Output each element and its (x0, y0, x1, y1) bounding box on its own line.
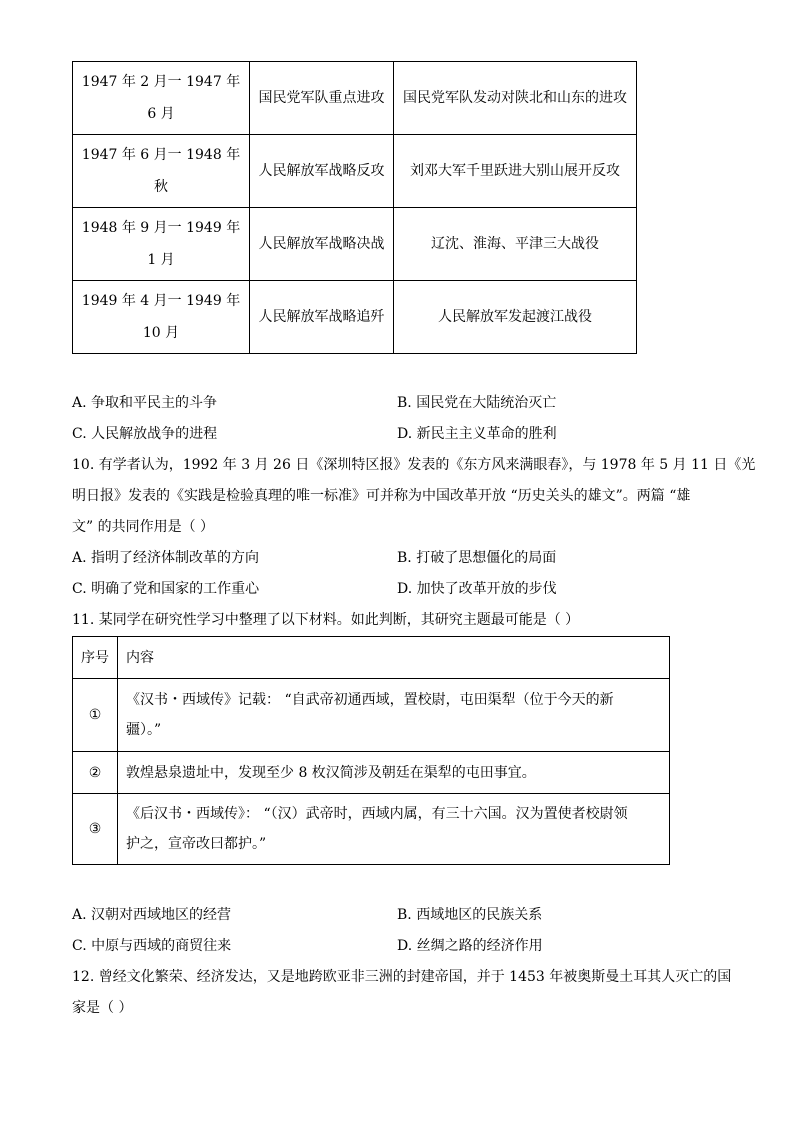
question-10-line-1: 10. 有学者认为，1992 年 3 月 26 日《深圳特区报》发表的《东方风来满眼春》，与 1978 年 5 月 11 日《光 (72, 457, 756, 473)
row-content: 敦煌悬泉遗址中，发现至少 8 枚汉简涉及朝廷在渠犁的屯田事宜。 (118, 752, 670, 794)
option-d: D. 新民主主义革命的胜利 (397, 426, 557, 442)
row-content-line: 《后汉书・西域传》： “（汉）武帝时，西域内属，有三十六国。汉为置使者校尉领 (126, 806, 628, 822)
table-row (73, 281, 637, 354)
table-row (73, 208, 637, 281)
table-cell-date: 1948 年 9 月一 1949 年 1 月 (73, 208, 250, 281)
table-row (73, 794, 670, 865)
option-c: C. 人民解放战争的进程 (72, 426, 218, 442)
option-b: B. 国民党在大陆统治灭亡 (397, 395, 557, 411)
question-10-line-2: 明日报》发表的《实践是检验真理的唯一标准》可并称为中国改革开放 “历史关头的雄文”。两篇 “雄 (72, 488, 691, 504)
row-content (118, 794, 670, 865)
table-row (73, 135, 637, 208)
materials-table (72, 636, 670, 865)
question-12-line-2: 家是（ ） (72, 1000, 133, 1016)
table-cell-phase: 国民党军队重点进攻 (250, 62, 394, 135)
header-index: 序号 (73, 637, 118, 679)
header-content: 内容 (118, 637, 670, 679)
table-cell-event: 辽沈、淮海、平津三大战役 (394, 208, 637, 281)
option-b: B. 打破了思想僵化的局面 (397, 550, 557, 566)
table-row (73, 679, 670, 752)
table-row (73, 752, 670, 794)
row-content-line: 《汉书・西域传》记载： “自武帝初通西域，置校尉，屯田渠犁（位于今天的新 (126, 692, 614, 708)
row-index: ① (73, 679, 118, 752)
option-a: A. 指明了经济体制改革的方向 (72, 550, 260, 566)
table-cell-phase: 人民解放军战略追歼 (250, 281, 394, 354)
table-cell-date: 1949 年 4 月一 1949 年 10 月 (73, 281, 250, 354)
option-d: D. 加快了改革开放的步伐 (397, 581, 557, 597)
question-12-line-1: 12. 曾经文化繁荣、经济发达，又是地跨欧亚非三洲的封建帝国，并于 1453 年被奥斯曼土耳其人灭亡的国 (72, 969, 732, 985)
table-header-row (73, 637, 670, 679)
option-a: A. 汉朝对西域地区的经营 (72, 907, 232, 923)
table-cell-event: 国民党军队发动对陕北和山东的进攻 (394, 62, 637, 135)
option-b: B. 西域地区的民族关系 (397, 907, 543, 923)
row-content (118, 679, 670, 752)
table-cell-date: 1947 年 2 月一 1947 年 6 月 (73, 62, 250, 135)
option-c: C. 中原与西域的商贸往来 (72, 938, 232, 954)
option-a: A. 争取和平民主的斗争 (72, 395, 218, 411)
war-phases-table (72, 61, 637, 354)
table-cell-event: 人民解放军发起渡江战役 (394, 281, 637, 354)
table-row (73, 62, 637, 135)
question-10-line-3: 文” 的共同作用是（ ） (72, 519, 215, 535)
question-11-stem: 11. 某同学在研究性学习中整理了以下材料。如此判断，其研究主题最可能是（ ） (72, 612, 580, 628)
row-content-line: 护之，宣帝改曰都护。” (126, 836, 267, 852)
table-cell-phase: 人民解放军战略反攻 (250, 135, 394, 208)
table-cell-phase: 人民解放军战略决战 (250, 208, 394, 281)
table-cell-event: 刘邓大军千里跃进大别山展开反攻 (394, 135, 637, 208)
table-cell-date: 1947 年 6 月一 1948 年 秋 (73, 135, 250, 208)
row-content-line: 疆）。” (126, 722, 162, 738)
option-d: D. 丝绸之路的经济作用 (397, 938, 543, 954)
row-index: ② (73, 752, 118, 794)
row-index: ③ (73, 794, 118, 865)
option-c: C. 明确了党和国家的工作重心 (72, 581, 260, 597)
